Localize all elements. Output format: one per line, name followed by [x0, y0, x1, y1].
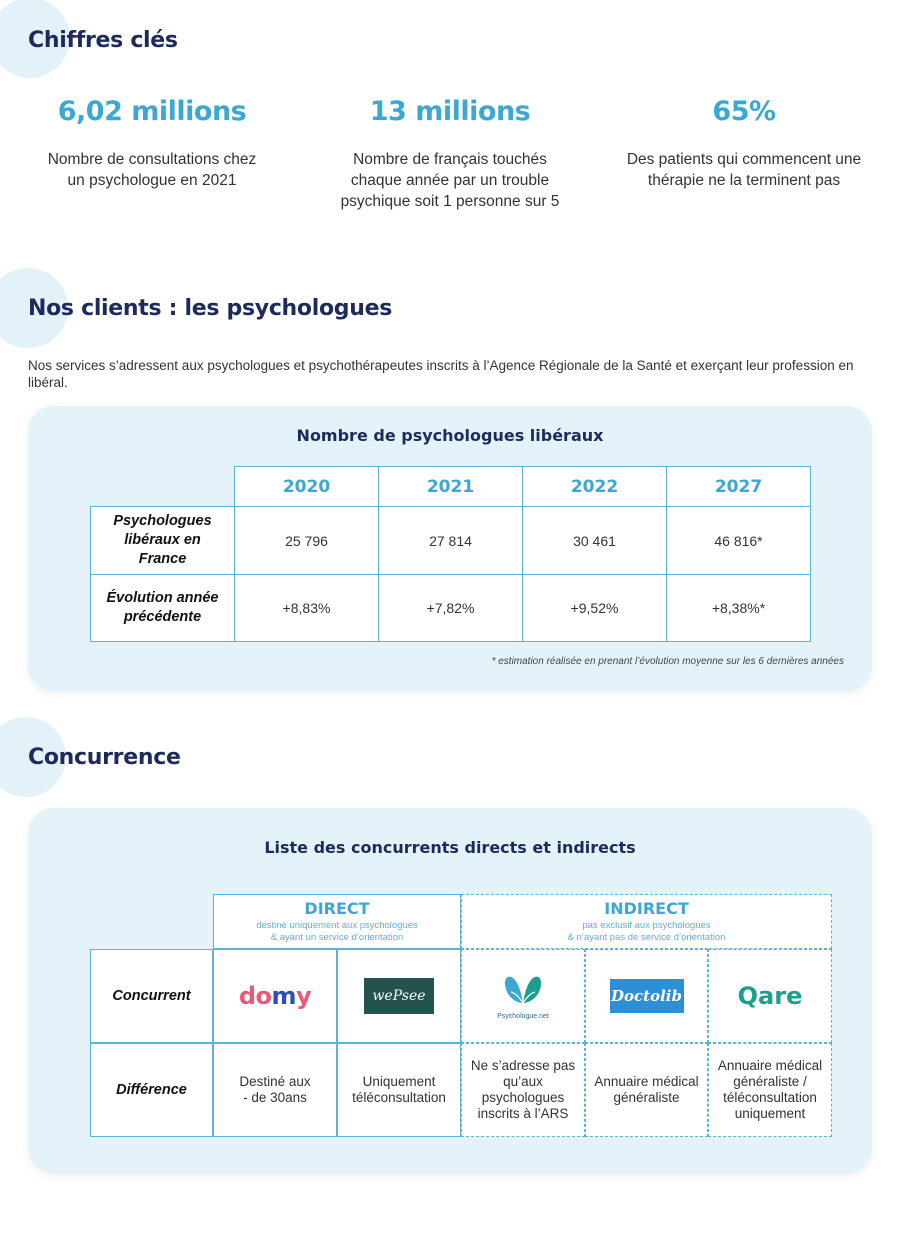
row-label-competitor [90, 949, 213, 1043]
section-title-clients: Nos clients : les psychologues [28, 296, 393, 321]
table-cell: 30 461 [523, 507, 667, 575]
difference-text: Annuaire médical généraliste / téléconsultation uniquement [717, 1058, 823, 1121]
indirect-subtitle: pas exclusif aux psychologues [582, 920, 711, 931]
section-title-competition: Concurrence [28, 745, 181, 770]
year-header: 2022 [523, 467, 667, 507]
competitor-qare [708, 949, 832, 1043]
competitor-wepsee [337, 949, 461, 1043]
table-cell: +8,38%* [667, 575, 811, 642]
indirect-header [461, 894, 832, 949]
table-row [91, 575, 811, 642]
table-corner [91, 467, 235, 507]
psychologue-net-caption: Psychologue.net [497, 1012, 549, 1020]
difference-text: Annuaire médical généraliste [594, 1074, 699, 1105]
intro-paragraph: Nos services s’adressent aux psychologues et psychothérapeutes inscrits à l’Agence Régionale de la Santé et exerçant leur profession en libéral. [28, 358, 854, 390]
direct-header [213, 894, 461, 949]
psychologists-table [90, 466, 811, 642]
section-title-key-figures: Chiffres clés [28, 28, 178, 53]
difference-cell [337, 1043, 461, 1137]
stat-description: Des patients qui commencent une thérapie ne la terminent pas [626, 151, 862, 189]
table-cell: +7,82% [379, 575, 523, 642]
table-cell: 25 796 [235, 507, 379, 575]
butterfly-icon [501, 973, 545, 1009]
psychologists-panel [28, 406, 872, 692]
row-header: Évolution année précédente [91, 575, 235, 642]
stat-affected-people [320, 96, 580, 212]
indirect-subtitle: & n’ayant pas de service d’orientation [567, 932, 726, 943]
stat-value: 13 millions [369, 96, 531, 127]
year-header: 2027 [667, 467, 811, 507]
row-label-difference [90, 1043, 213, 1137]
row-label-text: Concurrent [112, 988, 191, 1004]
domy-logo: domy [238, 982, 312, 1010]
table-cell: +8,83% [235, 575, 379, 642]
panel-title: Nombre de psychologues libéraux [296, 426, 604, 445]
table-cell: 46 816* [667, 507, 811, 575]
table-cell: +9,52% [523, 575, 667, 642]
competitor-domy [213, 949, 337, 1043]
doctolib-logo: Doctolib [610, 979, 684, 1013]
difference-cell [585, 1043, 708, 1137]
indirect-title: INDIRECT [604, 899, 689, 918]
difference-cell [461, 1043, 585, 1137]
row-label-text: Différence [116, 1082, 187, 1098]
stat-consultations [22, 96, 282, 191]
stat-value: 65% [712, 96, 776, 127]
table-row [91, 507, 811, 575]
footnote: * estimation réalisée en prenant l’évolution moyenne sur les 6 dernières années [491, 656, 844, 667]
difference-text: Uniquement téléconsultation [352, 1074, 446, 1105]
row-header: Psychologues libéraux en France [91, 507, 235, 575]
stat-description: Nombre de consultations chez un psychologue en 2021 [47, 151, 257, 189]
year-header: 2020 [235, 467, 379, 507]
wepsee-logo: wePsee [364, 978, 434, 1014]
direct-title: DIRECT [304, 899, 370, 918]
direct-subtitle: & ayant un service d’orientation [270, 932, 404, 943]
competitor-psychologue-net [461, 949, 585, 1043]
stat-description: Nombre de français touchés chaque année par un trouble psychique soit 1 personne sur 5 [340, 151, 560, 210]
stat-therapy-dropout [614, 96, 874, 191]
qare-logo: Qare [737, 982, 803, 1010]
difference-text: Destiné aux - de 30ans [239, 1074, 311, 1105]
difference-cell [213, 1043, 337, 1137]
stat-value: 6,02 millions [57, 96, 247, 127]
difference-text: Ne s’adresse pas qu’aux psychologues inscrits à l’ARS [470, 1058, 576, 1121]
panel-title: Liste des concurrents directs et indirects [264, 838, 636, 857]
year-header: 2021 [379, 467, 523, 507]
direct-subtitle: destiné uniquement aux psychologues [256, 920, 418, 931]
competitor-doctolib [585, 949, 708, 1043]
difference-cell [708, 1043, 832, 1137]
competitors-panel [28, 808, 872, 1174]
psychologue-net-logo [497, 973, 549, 1020]
table-cell: 27 814 [379, 507, 523, 575]
